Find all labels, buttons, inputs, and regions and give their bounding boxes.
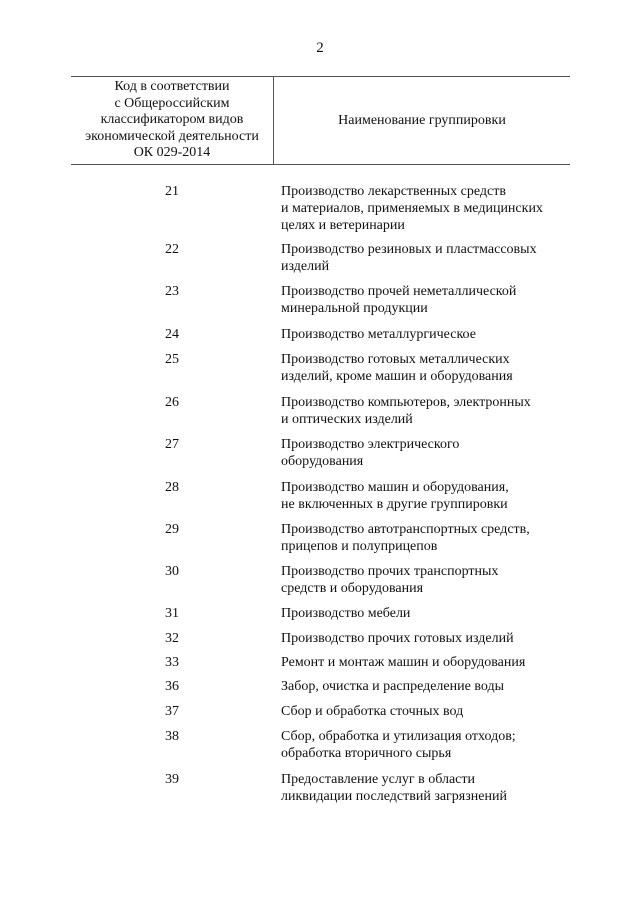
row-code: 25 (165, 352, 179, 367)
row-name-line: Сбор и обработка сточных вод (281, 704, 464, 719)
table-body (71, 183, 570, 809)
page-number: 2 (316, 40, 324, 56)
row-name-line: целях и ветеринарии (281, 218, 405, 233)
row-name-line: не включенных в другие группировки (281, 497, 508, 512)
row-code: 32 (165, 631, 179, 646)
table-row (71, 326, 570, 343)
row-name-line: Ремонт и монтаж машин и оборудования (281, 655, 526, 670)
header-code-line: с Общероссийским (114, 95, 230, 111)
table-row (71, 630, 570, 647)
row-name (281, 703, 570, 720)
row-name (281, 479, 570, 513)
table-row (71, 283, 570, 317)
header-name-column: Наименование группировки (338, 112, 506, 128)
row-name-line: оборудования (281, 454, 364, 469)
table-header (71, 76, 570, 165)
table-row (71, 479, 570, 513)
row-code: 22 (165, 242, 179, 257)
row-name (281, 351, 570, 385)
row-code: 37 (165, 704, 179, 719)
header-code-line: ОК 029-2014 (133, 145, 211, 161)
table-row (71, 703, 570, 720)
row-name (281, 326, 570, 343)
table-row (71, 521, 570, 555)
row-code: 29 (165, 522, 179, 537)
row-code: 28 (165, 480, 179, 495)
row-code: 39 (165, 772, 179, 787)
table-row (71, 241, 570, 275)
row-name-line: изделий, кроме машин и оборудования (281, 369, 513, 384)
row-name-line: Производство автотранспортных средств, (281, 522, 530, 537)
row-code: 38 (165, 729, 179, 744)
row-name (281, 678, 570, 695)
row-name-line: Производство лекарственных средств (281, 184, 506, 199)
table-row (71, 678, 570, 695)
row-name (281, 241, 570, 275)
table-row (71, 394, 570, 428)
row-code: 23 (165, 284, 179, 299)
row-name-line: средств и оборудования (281, 581, 424, 596)
row-name (281, 183, 570, 234)
row-name-line: Производство резиновых и пластмассовых (281, 242, 537, 257)
row-name-line: Производство мебели (281, 606, 411, 621)
row-name (281, 394, 570, 428)
row-name-line: ликвидации последствий загрязнений (281, 789, 507, 804)
row-name-line: и оптических изделий (281, 412, 413, 427)
row-name-line: Предоставление услуг в области (281, 772, 476, 787)
row-name-line: Производство компьютеров, электронных (281, 395, 531, 410)
row-name-line: Производство прочих готовых изделий (281, 631, 514, 646)
row-name-line: Производство металлургическое (281, 327, 476, 342)
row-name (281, 283, 570, 317)
row-name-line: Производство машин и оборудования, (281, 480, 509, 495)
table-row (71, 351, 570, 385)
row-code: 36 (165, 679, 179, 694)
row-name (281, 436, 570, 470)
row-name-line: минеральной продукции (281, 301, 428, 316)
row-name (281, 728, 570, 762)
row-name-line: Производство прочих транспортных (281, 564, 499, 579)
row-name (281, 563, 570, 597)
row-name (281, 771, 570, 805)
table-row (71, 436, 570, 470)
row-name-line: Производство готовых металлических (281, 352, 510, 367)
header-code-line: Код в соответствии (114, 79, 230, 95)
header-code-line: классификатором видов (100, 112, 244, 128)
row-code: 24 (165, 327, 179, 342)
row-name-line: Забор, очистка и распределение воды (281, 679, 504, 694)
row-name-line: Сбор, обработка и утилизация отходов; (281, 729, 516, 744)
row-name-line: Производство электрического (281, 437, 460, 452)
row-code: 26 (165, 395, 179, 410)
table-row (71, 771, 570, 805)
row-code: 30 (165, 564, 179, 579)
row-code: 33 (165, 655, 179, 670)
row-name-line: прицепов и полуприцепов (281, 539, 438, 554)
row-name (281, 521, 570, 555)
table-row (71, 728, 570, 762)
row-name (281, 630, 570, 647)
table-row (71, 183, 570, 234)
row-name-line: Производство прочей неметаллической (281, 284, 517, 299)
row-name-line: изделий (281, 259, 330, 274)
row-name (281, 605, 570, 622)
row-code: 31 (165, 606, 179, 621)
row-name-line: обработка вторичного сырья (281, 746, 452, 761)
table-row (71, 654, 570, 671)
row-code: 21 (165, 184, 179, 199)
header-code-line: экономической деятельности (85, 128, 259, 144)
table-row (71, 605, 570, 622)
row-code: 27 (165, 437, 179, 452)
table-row (71, 563, 570, 597)
row-name-line: и материалов, применяемых в медицинских (281, 201, 543, 216)
header-code-column (71, 77, 274, 164)
row-name (281, 654, 570, 671)
